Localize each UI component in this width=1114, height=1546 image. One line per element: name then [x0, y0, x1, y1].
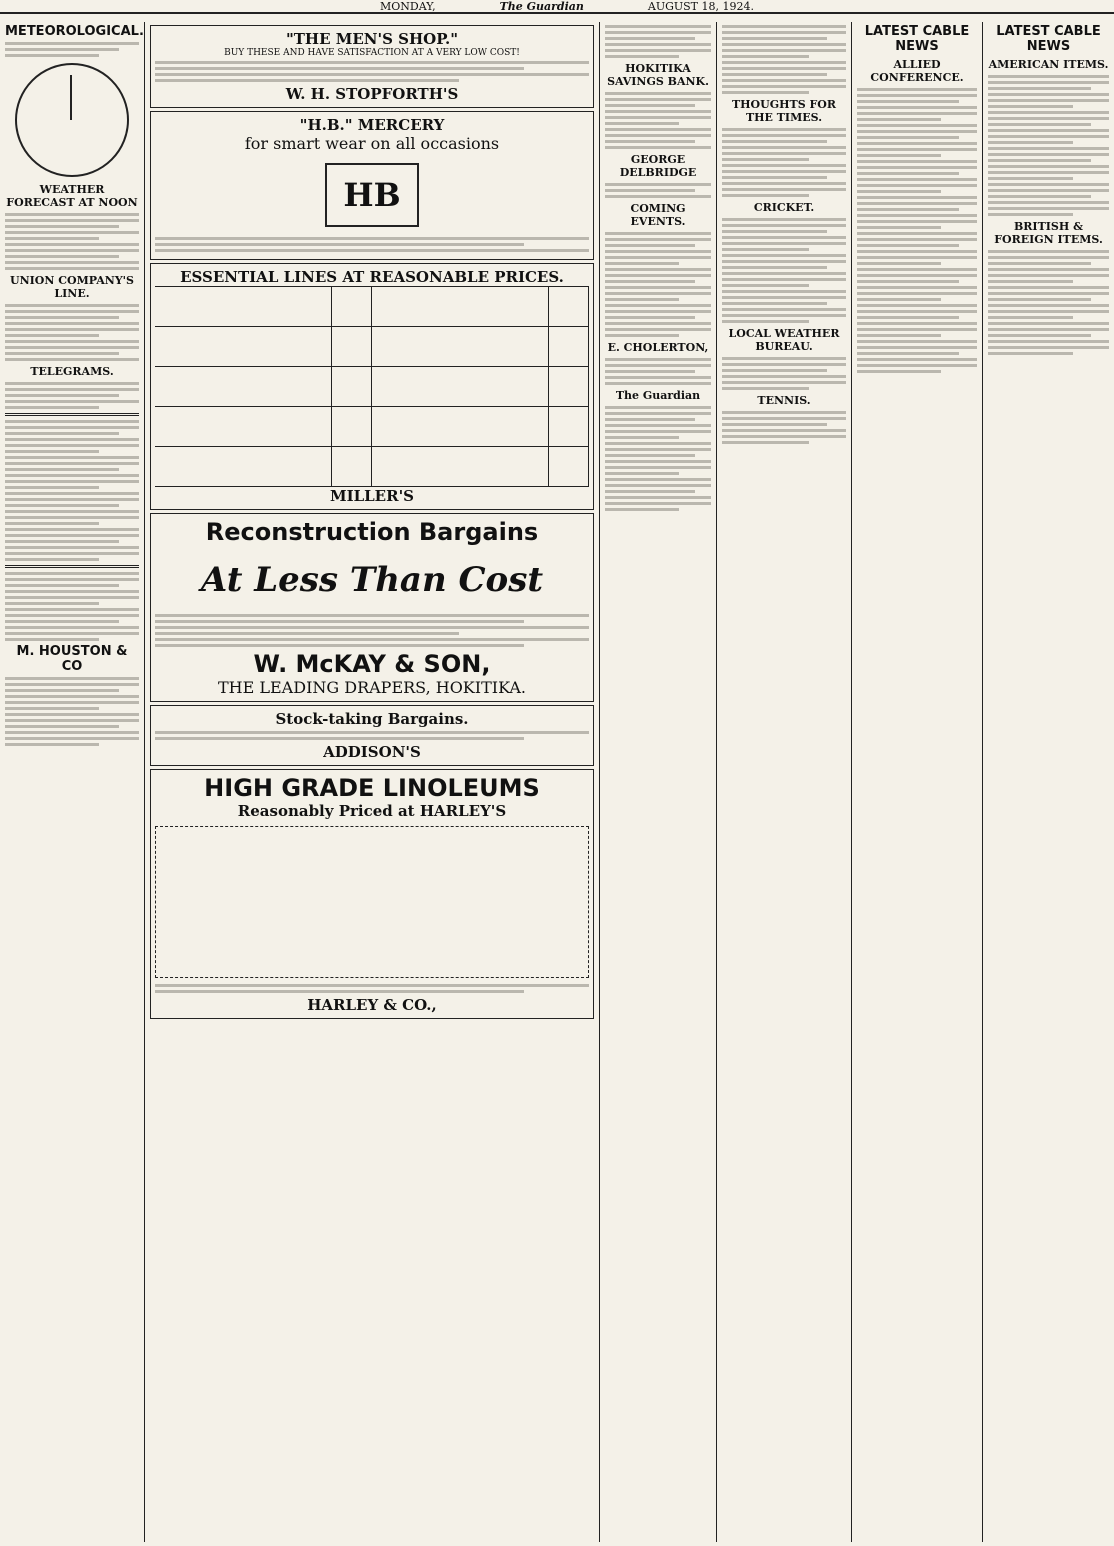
american-heading: AMERICAN ITEMS. — [988, 58, 1109, 71]
weather-heading: WEATHER FORECAST AT NOON — [6, 183, 138, 209]
harley-ad — [150, 769, 594, 1019]
latest-cable-2: LATEST CABLE NEWS — [996, 24, 1101, 54]
delbridge-heading: GEORGE DELBRIDGE — [619, 153, 697, 179]
weather-bureau-heading: LOCAL WEATHER BUREAU. — [728, 327, 840, 353]
mens-shop-ad — [150, 25, 594, 108]
thoughts-heading: THOUGHTS FOR THE TIMES. — [731, 98, 837, 124]
cricket-heading: CRICKET. — [753, 201, 815, 214]
less-than-cost: At Less Than Cost — [200, 560, 544, 600]
meteo-heading: METEOROLOGICAL. — [5, 24, 144, 39]
mckay-name: W. McKAY & SON, — [253, 650, 491, 678]
tennis-heading: TENNIS. — [757, 394, 811, 407]
reasonably: Reasonably Priced at HARLEY'S — [237, 802, 507, 820]
telegrams-heading: TELEGRAMS. — [30, 365, 114, 378]
stopforth-name: W. H. STOPFORTH'S — [285, 85, 459, 103]
harley-name: HARLEY & CO., — [307, 996, 437, 1014]
addison-name: ADDISON'S — [323, 743, 421, 761]
column-6 — [983, 22, 1114, 1542]
union-heading: UNION COMPANY'S LINE. — [10, 274, 134, 300]
houston-heading: M. HOUSTON & CO — [16, 644, 128, 674]
millers-name: MILLER'S — [329, 487, 415, 505]
price-table — [155, 286, 589, 487]
leading-drapers: THE LEADING DRAPERS, HOKITIKA. — [217, 678, 527, 697]
essential-lines-ad — [150, 263, 594, 510]
cholerton-heading: E. CHOLERTON, — [607, 341, 709, 354]
stock-title: Stock-taking Bargains. — [275, 710, 469, 728]
mercery-sub: for smart wear on all occasions — [244, 134, 500, 153]
british-heading: BRITISH & FOREIGN ITEMS. — [994, 220, 1103, 246]
masthead-day: MONDAY, — [380, 0, 436, 13]
masthead-paper: The Guardian — [499, 0, 584, 13]
mens-shop-title: "THE MEN'S SHOP." — [285, 30, 459, 48]
reconstruction-title: Reconstruction Bargains — [205, 518, 539, 546]
reconstruction-ad — [150, 513, 594, 702]
masthead-date: AUGUST 18, 1924. — [647, 0, 754, 13]
latest-cable-1: LATEST CABLE NEWS — [864, 24, 970, 54]
hb-logo-icon: HB — [325, 163, 419, 227]
masthead — [0, 0, 1114, 14]
mens-shop-sub: BUY THESE AND HAVE SATISFACTION AT A VERY LOW COST! — [224, 48, 520, 58]
barometer-dial-icon — [15, 63, 129, 177]
high-grade: HIGH GRADE LINOLEUMS — [204, 774, 540, 802]
guardian-heading: The Guardian — [615, 389, 701, 402]
allied-heading: ALLIED CONFERENCE. — [870, 58, 964, 84]
savings-heading: HOKITIKA SAVINGS BANK. — [607, 62, 709, 88]
column-1 — [0, 22, 145, 1542]
column-4 — [717, 22, 852, 1542]
essential-title: ESSENTIAL LINES AT REASONABLE PRICES. — [180, 268, 564, 286]
mercery-title: "H.B." MERCERY — [299, 116, 445, 134]
column-5 — [852, 22, 983, 1542]
hb-mercery-ad — [150, 111, 594, 260]
column-3 — [600, 22, 717, 1542]
column-2 — [145, 22, 600, 1542]
events-heading: COMING EVENTS. — [630, 202, 686, 228]
stock-taking-ad — [150, 705, 594, 766]
